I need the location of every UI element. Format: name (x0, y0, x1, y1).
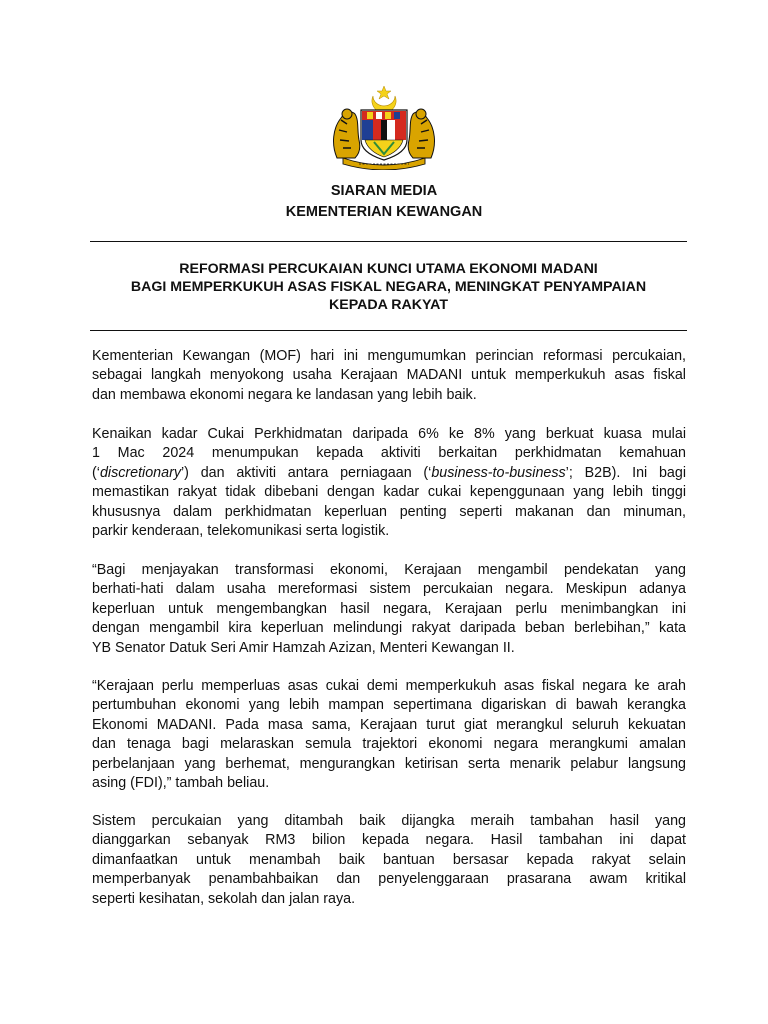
paragraph-line: dan tenaga bagi melaraskan semula trajektori ekonomi negara merangkumi amalan (92, 736, 686, 753)
paragraph-intro (92, 347, 686, 405)
paragraph-line: Sistem percukaian yang ditambah baik dijangka meraih tambahan hasil yang (92, 813, 686, 829)
paragraph-line: parkir kenderaan, telekomunikasi serta logistik. (92, 523, 390, 540)
paragraph-line: asing (FDI),” tambah beliau. (92, 775, 270, 792)
paragraph-line: perbelanjaan yang berhemat, mengurangkan ketirisan serta menarik pelabur langsung (92, 755, 686, 772)
paragraph-revenue (92, 812, 686, 909)
text-segment: ’) dan aktiviti antara perniagaan (‘ (181, 464, 432, 481)
title-line-2: BAGI MEMPERKUKUH ASAS FISKAL NEGARA, MENINGKAT PENYAMPAIAN (130, 279, 647, 295)
paragraph-minister-quote-2 (92, 677, 686, 793)
paragraph-line: YB Senator Datuk Seri Amir Hamzah Azizan, Menteri Kewangan II. (92, 639, 515, 656)
paragraph-line: Kementerian Kewangan (MOF) hari ini mengumumkan perincian reformasi percukaian, (92, 348, 686, 364)
title-line-3: KEPADA RAKYAT (328, 297, 449, 313)
paragraph-line: dengan mengambil kira keperluan melindungi rakyat daripada beban berlebihan,” kata (92, 620, 686, 637)
paragraph-line (92, 464, 686, 483)
ministry-heading: KEMENTERIAN KEWANGAN (285, 204, 483, 220)
paragraph-line: keperluan untuk mengembangkan hasil negara, Kerajaan perlu menimbangkan ini (92, 600, 686, 617)
paragraph-line: berhati-hati dalam usaha mereformasi sistem percukaian negara. Meskipun adanya (92, 581, 686, 598)
paragraph-line: memperbanyak penambahbaikan dan penyelenggaraan prasarana awam kritikal (92, 871, 686, 888)
italic-term: discretionary (99, 464, 181, 481)
paragraph-line: seperti kesihatan, sekolah dan jalan raya. (92, 890, 356, 907)
paragraph-line: memastikan rakyat tidak dibebani dengan kadar cukai kepenggunaan yang lebih tinggi (92, 484, 686, 501)
paragraph-line: 1 Mac 2024 menumpukan kepada aktiviti berkaitan perkhidmatan kemahuan (92, 445, 686, 462)
press-release-title (90, 260, 687, 314)
paragraph-line: khususnya dalam perkhidmatan keperluan penting seperti makanan dan minuman, (92, 503, 686, 520)
italic-term: business-to-business (431, 464, 566, 481)
top-divider (90, 241, 687, 242)
paragraph-minister-quote (92, 561, 686, 658)
text-segment: (‘ (92, 464, 100, 481)
bottom-divider (90, 330, 687, 331)
release-type-heading: SIARAN MEDIA (330, 183, 438, 199)
text-segment: ’; B2B). Ini bagi (565, 464, 686, 481)
paragraph-line: pertumbuhan ekonomi yang lebih mampan sepertimana digariskan di bawah kerangka (92, 697, 686, 714)
title-line-1: REFORMASI PERCUKAIAN KUNCI UTAMA EKONOMI MADANI (179, 261, 598, 277)
paragraph-line: Ekonomi MADANI. Pada masa sama, Kerajaan turut giat merangkul seluruh kekuatan (92, 716, 686, 733)
paragraph-line: “Bagi menjayakan transformasi ekonomi, Kerajaan mengambil pendekatan yang (92, 562, 686, 578)
paragraph-line: dan membawa ekonomi negara ke landasan yang lebih baik. (92, 386, 477, 403)
paragraph-line: “Kerajaan perlu memperluas asas cukai demi memperkukuh asas fiskal negara ke arah (92, 678, 686, 694)
malaysia-coat-of-arms-icon (329, 84, 439, 170)
paragraph-line: Kenaikan kadar Cukai Perkhidmatan daripada 6% ke 8% yang berkuat kuasa mulai (92, 426, 686, 442)
paragraph-service-tax (92, 425, 686, 541)
paragraph-line: dianggarkan sebanyak RM3 bilion kepada negara. Hasil tambahan ini dapat (92, 832, 686, 849)
paragraph-line: dimanfaatkan untuk menambah baik bantuan bersasar kepada rakyat selain (92, 851, 686, 868)
paragraph-line: sebagai langkah menyokong usaha Kerajaan MADANI untuk memperkukuh asas fiskal (92, 367, 686, 384)
